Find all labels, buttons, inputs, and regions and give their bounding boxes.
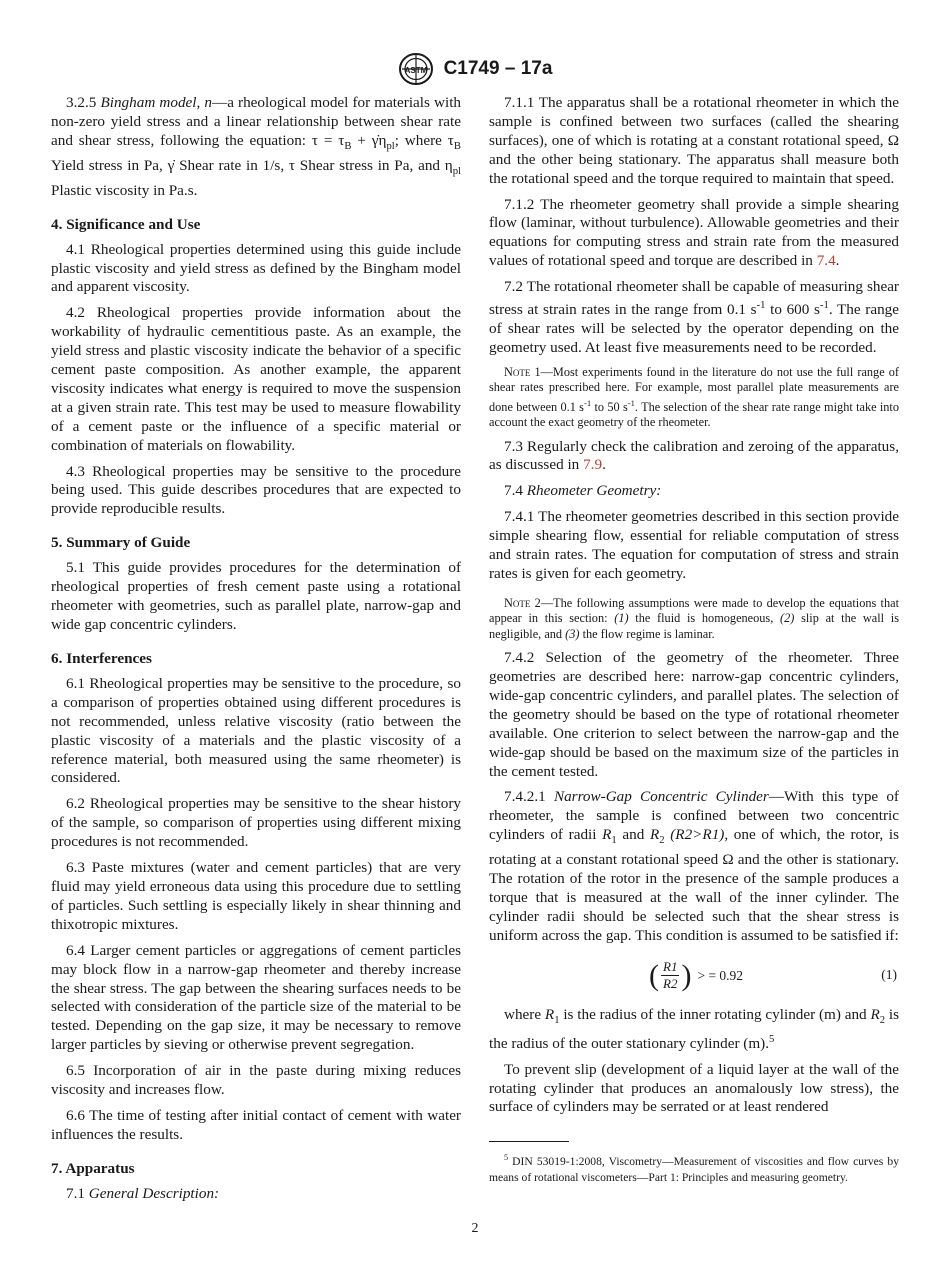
paragraph-7-4: 7.4 Rheometer Geometry: — [504, 482, 662, 500]
standard-designation: C1749 – 17a — [443, 58, 553, 79]
paragraph-slip: To prevent slip (development of a liquid layer at the wall of the rotating cylinder that produces an anomalously low stress), the surface of cylinders may be serrated or at least rendered — [489, 1060, 899, 1116]
footnote-divider — [489, 1141, 569, 1142]
equation-rhs: > = 0.92 — [697, 967, 744, 983]
page-number: 2 — [471, 1221, 479, 1236]
paragraph-3-2-5: 3.2.5 Bingham model, n—a rheological model for materials with non-zero yield stress and a linear relationship between shear rate and shear stress, following the equation: $\tau = \tau_B$ + $\gammȧ\eta_{pl}$; where $\tau_B$ Yield stress in Pa, γ̇ Shear rate in 1/s, τ Shear stress in Pa, and $\eta_{pl}$ Plastic viscosity in Pa.s. — [51, 94, 462, 199]
svg-text:ASTM: ASTM — [404, 66, 427, 75]
note-1: Note 1—Most experiments found in the literature do not use the full range of shear rates prescribed here. For example, most parallel plate measurements are done between 0.1 $s^{-1}$ to 50 $s^{-1}$. The selection of the shear rate range might take into account the exact geometry of the rheometer. — [489, 364, 899, 430]
left-column — [51, 94, 461, 1211]
section-heading-6: 6. Interferences — [51, 649, 152, 667]
paragraph-7-1: 7.1 General Description: — [66, 1184, 220, 1202]
paragraph-7-1-2: 7.1.2 The rheometer geometry shall provide a simple shearing flow (laminar, without turbulence). Allowable geometries and their equations for computing stress and strain rate from the measured values of rotational speed and torque are described in 7.4. — [489, 195, 899, 270]
paragraph-6-4: 6.4 Larger cement particles or aggregations of cement particles may block flow in a narrow-gap rheometer and thereby increase the shear stress. The gap between the shearing surfaces needs to be selected with consideration of the particle size of the material to be tested. Depending on the gap size, it may be necessary to remove larger particles by sieving or otherwise prevent segregation. — [51, 941, 461, 1054]
page-header — [0, 52, 950, 86]
equation-numerator: R1 — [663, 959, 678, 975]
paragraph-7-4-2-1: 7.4.2.1 Narrow-Gap Concentric Cylinder—With this type of rheometer, the sample is confined between two concentric cylinders of radii $R_1$ and $R_2$ (R2>R1), one of which, the rotor, is rotating at a constant rotational speed Ω and the other is stationary. The rotation of the rotor in the presence of the sample produces a torque that is measured at the wall of the inner cylinder. The cylinder radii should be selected such that the shear stress is uniform across the gap. This condition is assumed to be satisfied if: — [489, 788, 899, 944]
paragraph-5-1: 5.1 This guide provides procedures for the determination of rheological properties of fresh cement paste using a rotational rheometer with geometries, such as parallel plate, narrow-gap and wide gap concentric cylinders. — [51, 559, 461, 633]
equation-paren-left: ( — [649, 958, 659, 992]
paragraph-4-3: 4.3 Rheological properties may be sensitive to the procedure being used. This guide describes procedures that are expected to provide reproducible results. — [51, 462, 461, 518]
paragraph-7-4-1: 7.4.1 The rheometer geometries described in this section provide simple shearing flow, essential for reliable computation of stress and strain rates. The equation for computation of stress and strain rates is given for each geometry. — [489, 508, 899, 582]
section-heading-4: 4. Significance and Use — [51, 215, 201, 233]
section-heading-7: 7. Apparatus — [51, 1159, 135, 1177]
paragraph-6-5: 6.5 Incorporation of air in the paste during mixing reduces viscosity and increases flow. — [51, 1062, 461, 1099]
right-column — [489, 94, 899, 1185]
paragraph-7-1-1: 7.1.1 The apparatus shall be a rotational rheometer in which the sample is confined between two surfaces (called the shearing surfaces), one of which is rotating at a constant rotational speed, Ω and the other being stationary. The apparatus shall measure both the rotational speed and the torque required to maintain that speed. — [489, 94, 899, 187]
paragraph-where: where $R_1$ is the radius of the inner rotating cylinder (m) and $R_2$ is the radius of the outer stationary cylinder (m).$^5$ — [489, 1005, 899, 1052]
equation-fraction — [661, 959, 679, 992]
equation-denominator: R2 — [663, 976, 678, 992]
section-heading-5: 5. Summary of Guide — [51, 534, 191, 552]
note-2: Note 2—The following assumptions were made to develop the equations that appear in this section: (1) the fluid is homogeneous, (2) slip at the wall is negligible, and (3) the flow regime is laminar. — [489, 595, 899, 641]
equation-number: (1) — [881, 966, 897, 982]
footnote-ref-5[interactable]: 5 — [769, 1033, 775, 1045]
astm-logo-icon — [398, 52, 434, 86]
paragraph-6-1: 6.1 Rheological properties may be sensitive to the procedure, so a comparison of properties obtained using different procedures is not recommended, unless relative viscosity (ratio between the plastic viscosity of a materials and the plastic viscosity of a reference material, both measured using the same rheometer) is considered. — [51, 674, 461, 787]
footnote-5: $^5$ DIN 53019-1:2008, Viscometry—Measurement of viscosities and flow curves by means of rotational viscometers—Part 1: Principles and measuring geometry. — [489, 1153, 899, 1184]
paragraph-4-1: 4.1 Rheological properties determined using this guide include plastic viscosity and yield stress as defined by the Bingham model and apparent viscosity. — [51, 240, 461, 296]
link-section-7-9[interactable]: 7.9 — [583, 456, 603, 474]
paragraph-7-4-2: 7.4.2 Selection of the geometry of the rheometer. Three geometries are described here: narrow-gap concentric cylinders, wide-gap concentric cylinders, and parallel plates. The selection of the geometry should be based on the type of rotational rheometer available. One criterion to select between the narrow-gap and the wide-gap should be based on the maximum size of the particles in the cement tested. — [489, 649, 899, 780]
link-section-7-4[interactable]: 7.4 — [816, 252, 836, 270]
equation-1 — [489, 956, 899, 996]
paragraph-6-6: 6.6 The time of testing after initial contact of cement with water influences the results. — [51, 1106, 461, 1143]
equation-paren-right: ) — [681, 958, 692, 992]
paragraph-4-2: 4.2 Rheological properties provide information about the workability of hydraulic cementitious paste. As an example, the yield stress and plastic viscosity indicate the behavior of a specific cement paste composition. As another example, the apparent viscosity indicates what energy is required to move the suspension at a given strain rate. This test may be used to measure flowability of a cement paste or the influence of a specific material or combination of materials on flowability. — [51, 304, 461, 454]
paragraph-7-2: 7.2 The rotational rheometer shall be capable of measuring shear stress at strain rates in the range from 0.1 $s^{-1}$ to 600 $s^{-1}$. The range of shear rates will be selected by the operator depending on the geometry used. At least five measurements need to be recorded. — [489, 278, 899, 356]
paragraph-6-2: 6.2 Rheological properties may be sensitive to the shear history of the sample, so comparison of properties using different mixing procedures is not recommended. — [51, 795, 461, 851]
paragraph-7-3: 7.3 Regularly check the calibration and zeroing of the apparatus, as discussed in 7.9. — [489, 437, 899, 474]
paragraph-6-3: 6.3 Paste mixtures (water and cement particles) that are very fluid may yield erroneous data using this procedure due to settling of particles. Such settling is especially likely in shear thinning and thixotropic mixtures. — [51, 859, 461, 933]
